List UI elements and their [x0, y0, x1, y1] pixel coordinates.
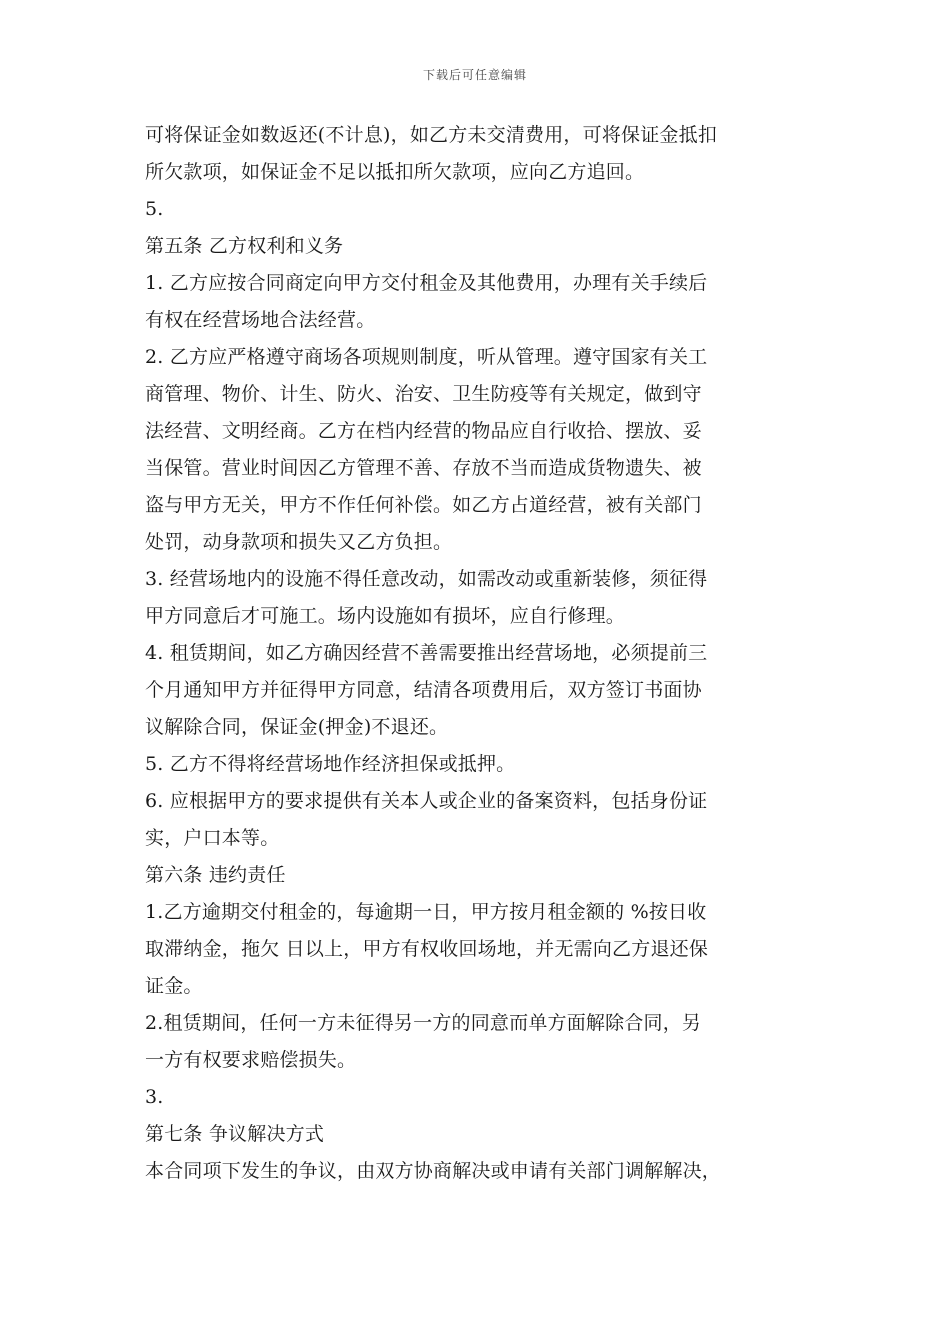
- text-line: 1. 乙方应按合同商定向甲方交付租金及其他费用，办理有关手续后: [145, 272, 708, 294]
- text-line: 可将保证金如数返还(不计息)，如乙方未交清费用，可将保证金抵扣: [145, 124, 718, 146]
- section-heading: 第七条 争议解决方式: [145, 1123, 325, 1145]
- list-number: 5.: [145, 198, 164, 220]
- text-line: 处罚，动身款项和损失又乙方负担。: [145, 531, 453, 553]
- text-line: 4. 租赁期间，如乙方确因经营不善需要推出经营场地，必须提前三: [145, 642, 708, 664]
- text-line: 1.乙方逾期交付租金的，每逾期一日，甲方按月租金额的 %按日收: [145, 901, 707, 923]
- text-line: 盗与甲方无关，甲方不作任何补偿。如乙方占道经营，被有关部门: [145, 494, 702, 516]
- text-line: 有权在经营场地合法经营。: [145, 309, 376, 331]
- text-line: 法经营、文明经商。乙方在档内经营的物品应自行收拾、摆放、妥: [145, 420, 702, 442]
- text-line: 商管理、物价、计生、防火、治安、卫生防疫等有关规定，做到守: [145, 383, 702, 405]
- text-line: 2.租赁期间，任何一方未征得另一方的同意而单方面解除合同，另: [145, 1012, 702, 1034]
- text-line: 甲方同意后才可施工。场内设施如有损坏，应自行修理。: [145, 605, 626, 627]
- text-line: 6. 应根据甲方的要求提供有关本人或企业的备案资料，包括身份证: [145, 790, 708, 812]
- text-line: 本合同项下发生的争议，由双方协商解决或申请有关部门调解解决，: [145, 1160, 722, 1182]
- text-line: 实，户口本等。: [145, 827, 280, 849]
- section-heading: 第六条 违约责任: [145, 864, 286, 886]
- text-line: 3. 经营场地内的设施不得任意改动，如需改动或重新装修，须征得: [145, 568, 708, 590]
- document-body: [145, 117, 825, 1190]
- text-line: 证金。: [145, 975, 203, 997]
- text-line: 议解除合同，保证金(押金)不退还。: [145, 716, 449, 738]
- text-line: 一方有权要求赔偿损失。: [145, 1049, 357, 1071]
- text-line: 当保管。营业时间因乙方管理不善、存放不当而造成货物遗失、被: [145, 457, 702, 479]
- text-line: 所欠款项，如保证金不足以抵扣所欠款项，应向乙方追回。: [145, 161, 645, 183]
- text-line: 取滞纳金，拖欠 日以上，甲方有权收回场地，并无需向乙方退还保: [145, 938, 709, 960]
- text-line: 个月通知甲方并征得甲方同意，结清各项费用后，双方签订书面协: [145, 679, 702, 701]
- page-header: 下载后可任意编辑: [422, 68, 527, 82]
- list-number: 3.: [145, 1086, 164, 1108]
- section-heading: 第五条 乙方权利和义务: [145, 235, 344, 257]
- text-line: 2. 乙方应严格遵守商场各项规则制度，听从管理。遵守国家有关工: [145, 346, 708, 368]
- text-line: 5. 乙方不得将经营场地作经济担保或抵押。: [145, 753, 516, 775]
